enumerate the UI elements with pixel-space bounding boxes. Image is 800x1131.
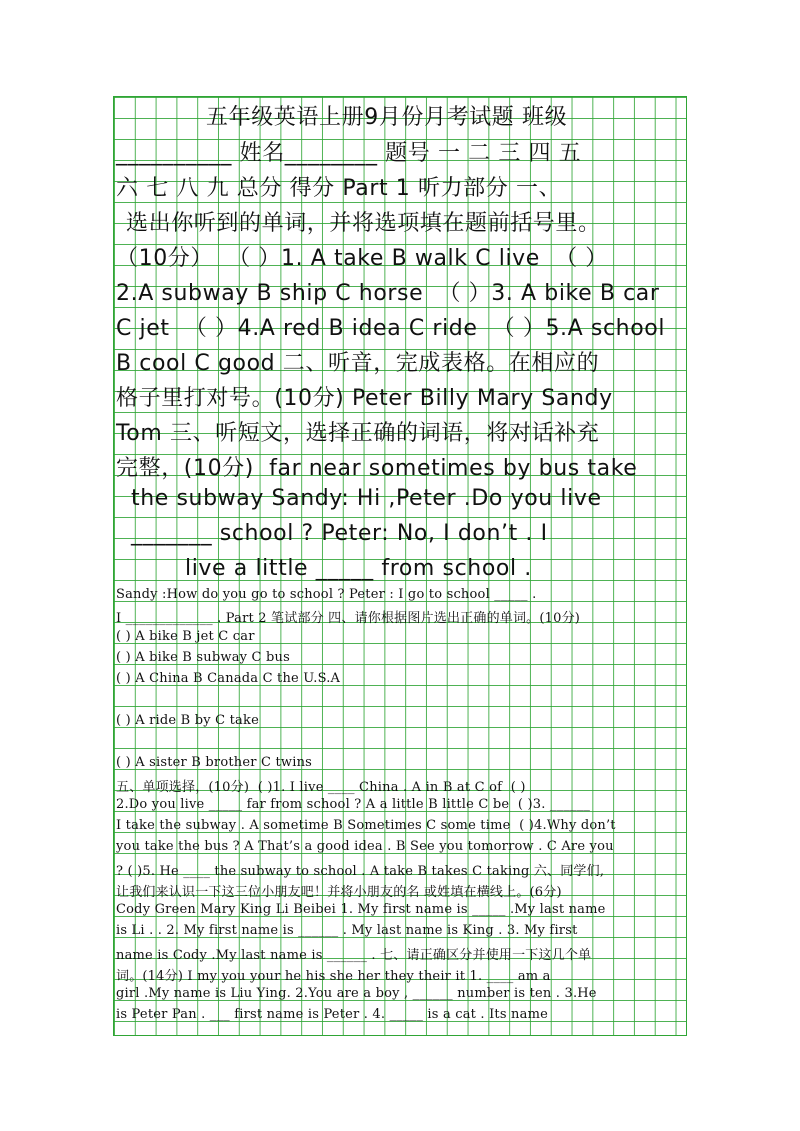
text-line: Tom 三、听短文，选择正确的词语，将对话补充	[116, 421, 600, 446]
question-line: ( ) A sister B brother C twins	[116, 755, 313, 770]
question-line: ( ) A ride B by C take	[116, 713, 259, 728]
text-line: 格子里打对号。(10分) Peter Billy Mary Sandy	[116, 386, 613, 411]
text-line: __________ 姓名________ 题号 一 二 三 四 五	[116, 141, 582, 166]
text-line: 完整，(10分) far near sometimes by bus take	[116, 456, 638, 481]
text-line: is Peter Pan . ___ first name is Peter . 4. _____ is a cat . Its name	[116, 1007, 549, 1022]
text-line: B cool C good 二、听音，完成表格。在相应的	[116, 351, 600, 376]
text-line: the subway Sandy: Hi ,Peter .Do you live	[131, 486, 602, 511]
text-line: I _____________ . Part 2 笔试部分 四、请你根据图片选出正确的单词。(10分)	[116, 611, 581, 626]
text-line: 选出你听到的单词，并将选项填在题前括号里。	[126, 211, 601, 236]
text-line: 2.A subway B ship C horse （ ）3. A bike B car	[116, 281, 660, 306]
question-line: ( ) A bike B subway C bus	[116, 650, 290, 665]
text-line: girl .My name is Liu Ying. 2.You are a boy , ______ number is ten . 3.He	[116, 986, 597, 1001]
question-line: ( ) A bike B jet C car	[116, 629, 255, 644]
text-line: 六 七 八 九 总分 得分 Part 1 听力部分 一、	[116, 176, 562, 201]
text-line: ? ( )5. He ____ the subway to school . A take B takes C taking 六、同学们,	[116, 864, 605, 879]
text-line: C jet （ ）4.A red B idea C ride （ ）5.A school	[116, 316, 666, 341]
text-line: _______ school ? Peter: No, I don’t . I	[131, 521, 548, 546]
text-line: I take the subway . A sometime B Sometimes C some time ( )4.Why don’t	[116, 818, 616, 833]
text-line: Sandy :How do you go to school ? Peter : I go to school _____ .	[116, 587, 537, 602]
text-line: 词。(14分) I my you your he his she her they their it 1. ____ am a	[116, 969, 551, 984]
text-line: 五、单项选择，(10分) ( )1. I live ____ China . A in B at C of ( )	[116, 780, 526, 795]
text-line: Cody Green Mary King Li Beibei 1. My first name is _____ .My last name	[116, 902, 606, 917]
question-line: ( ) A China B Canada C the U.S.A	[116, 671, 341, 686]
text-line: （10分） （ ）1. A take B walk C live （ ）	[116, 246, 608, 271]
text-line: 让我们来认识一下这三位小朋友吧！并将小朋友的名 或姓填在横线上。(6分)	[116, 885, 562, 900]
text-line: name is Cody .My last name is ______ . 七、请正确区分并使用一下这几个单	[116, 948, 592, 963]
text-line: 2.Do you live _____ far from school ? A a little B little C be ( )3. ______	[116, 797, 591, 812]
text-line: is Li . . 2. My first name is ______ . My last name is King . 3. My first	[116, 923, 578, 938]
exam-title-line: 五年级英语上册9月份月考试题 班级	[206, 105, 568, 130]
text-line: live a little _____ from school .	[185, 556, 532, 581]
text-line: you take the bus ? A That’s a good idea . B See you tomorrow . C Are you	[116, 839, 614, 854]
